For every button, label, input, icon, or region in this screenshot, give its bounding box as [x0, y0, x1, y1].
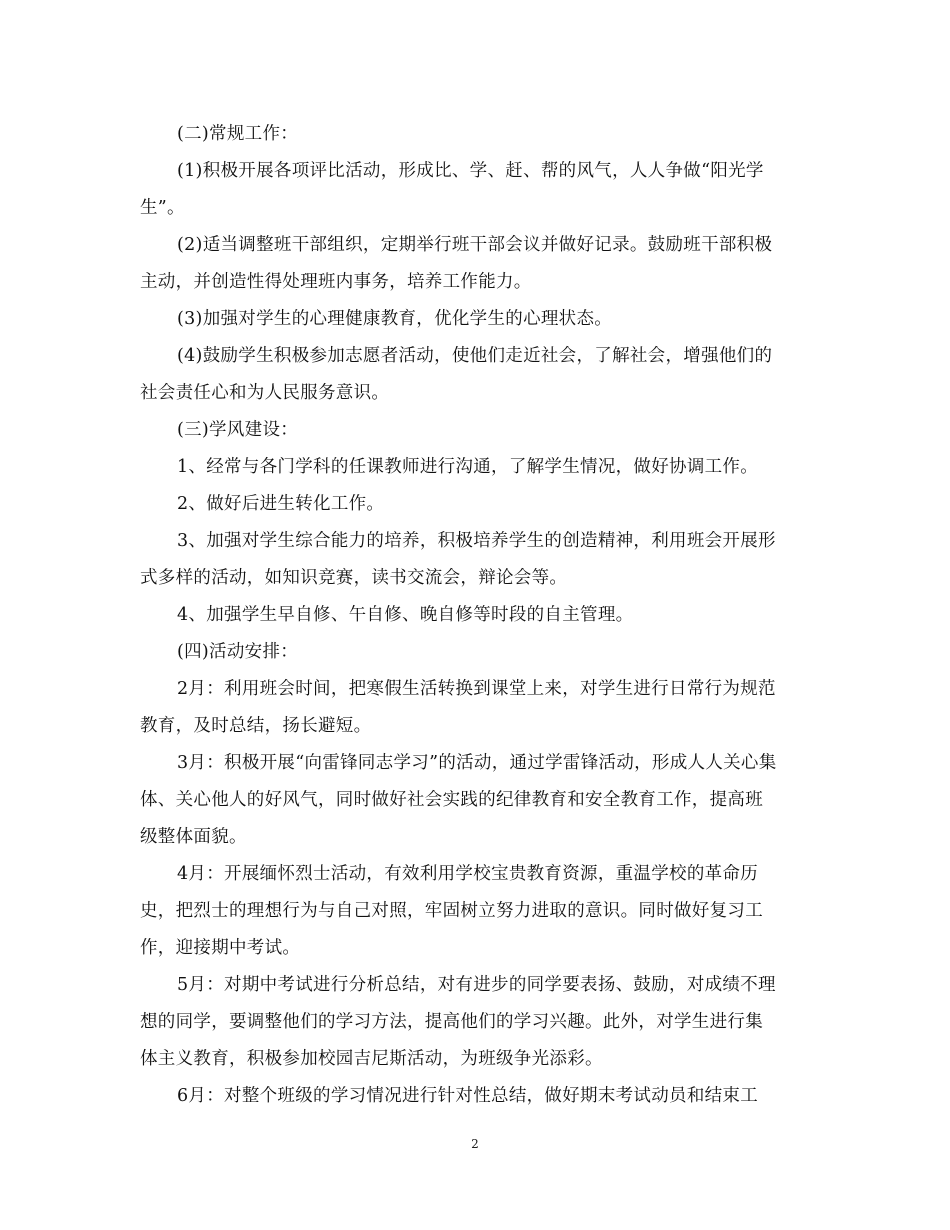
paragraph-study-item-2: 2、做好后进生转化工作。 [177, 494, 385, 514]
paragraph-routine-item-2: (2)适当调整班干部组织，定期举行班干部会议并做好记录。鼓励班干部积极 主动，并创造性得处理班内事务，培养工作能力。 [140, 235, 773, 292]
paragraph-study-item-1: 1、经常与各门学科的任课教师进行沟通，了解学生情况，做好协调工作。 [177, 457, 759, 477]
section-heading-routine-work: (二)常规工作： [177, 124, 299, 144]
paragraph-study-item-4: 4、加强学生早自修、午自修、晚自修等时段的自主管理。 [177, 605, 634, 625]
document-body [140, 116, 810, 1115]
paragraph-routine-item-1: (1)积极开展各项评比活动，形成比、学、赶、帮的风气，人人争做“阳光学 生”。 [140, 161, 764, 218]
page-number: 2 [471, 1137, 479, 1151]
paragraph-activity-june: 6月：对整个班级的学习情况进行针对性总结，做好期末考试动员和结束工 [177, 1086, 759, 1106]
paragraph-activity-march: 3月：积极开展“向雷锋同志学习”的活动，通过学雷锋活动，形成人人关心集 体、关心他人的好风气，同时做好社会实践的纪律教育和安全教育工作，提高班 级整体面貌。 [140, 753, 777, 847]
paragraph-activity-may: 5月：对期中考试进行分析总结，对有进步的同学要表扬、鼓励，对成绩不理 想的同学，要调整他们的学习方法，提高他们的学习兴趣。此外，对学生进行集 体主义教育，积极参加校园吉尼斯活动，为班级争光添彩。 [140, 975, 776, 1069]
section-heading-study-style: (三)学风建设： [177, 420, 299, 440]
paragraph-routine-item-4: (4)鼓励学生积极参加志愿者活动，使他们走近社会，了解社会，增强他们的 社会责任心和为人民服务意识。 [140, 346, 773, 403]
paragraph-activity-february: 2月：利用班会时间，把寒假生活转换到课堂上来，对学生进行日常行为规范 教育，及时总结，扬长避短。 [140, 679, 776, 736]
paragraph-activity-april: 4月：开展缅怀烈士活动，有效利用学校宝贵教育资源，重温学校的革命历 史，把烈士的理想行为与自己对照，牢固树立努力进取的意识。同时做好复习工 作，迎接期中考试。 [140, 864, 763, 958]
paragraph-routine-item-3: (3)加强对学生的心理健康教育，优化学生的心理状态。 [177, 309, 613, 329]
paragraph-study-item-3: 3、加强对学生综合能力的培养，积极培养学生的创造精神，利用班会开展形 式多样的活动，如知识竞赛，读书交流会，辩论会等。 [140, 531, 776, 588]
section-heading-activities: (四)活动安排： [177, 642, 299, 662]
